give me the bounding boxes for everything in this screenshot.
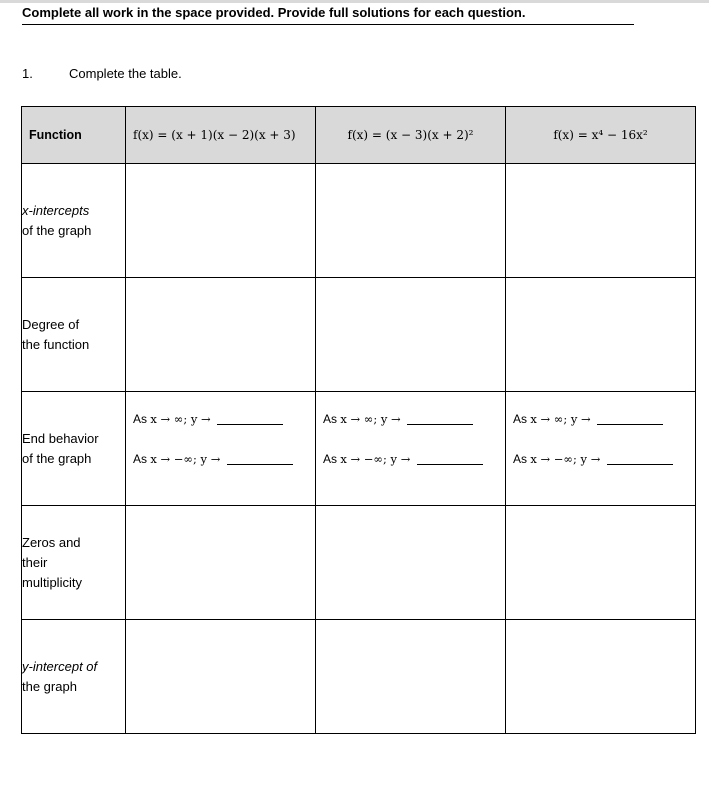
as-text: As xyxy=(513,452,528,466)
top-rule xyxy=(0,0,709,3)
limit-expression: x → ∞; y → xyxy=(530,412,591,426)
end-behavior-positive xyxy=(133,412,283,426)
function-3-header: f(x) = x⁴ − 16x² xyxy=(506,107,696,164)
row-label-y-intercept xyxy=(22,620,126,734)
end-behavior-cell xyxy=(316,392,506,506)
answer-cell[interactable] xyxy=(506,506,696,620)
row-label-line: y-intercept of xyxy=(22,658,98,674)
answer-cell[interactable] xyxy=(506,620,696,734)
end-behavior-positive xyxy=(513,412,663,426)
question-text: Complete the table. xyxy=(69,66,182,81)
answer-cell[interactable] xyxy=(126,164,316,278)
end-behavior-cell xyxy=(126,392,316,506)
limit-expression: x → ∞; y → xyxy=(150,412,211,426)
answer-blank[interactable] xyxy=(607,464,673,465)
answer-blank[interactable] xyxy=(407,424,473,425)
polynomial-table xyxy=(21,106,696,734)
end-behavior-cell xyxy=(506,392,696,506)
answer-blank[interactable] xyxy=(217,424,283,425)
answer-cell[interactable] xyxy=(316,278,506,392)
question-number: 1. xyxy=(22,66,33,81)
row-label-line: Degree of xyxy=(22,316,80,332)
limit-expression: x → −∞; y → xyxy=(530,452,601,466)
row-label-zeros xyxy=(22,506,126,620)
row-label-degree xyxy=(22,278,126,392)
end-behavior-negative xyxy=(323,452,483,466)
end-behavior-negative xyxy=(513,452,673,466)
as-text: As xyxy=(323,412,338,426)
row-label-x-intercepts xyxy=(22,164,126,278)
row-label-line: End behavior xyxy=(22,430,99,446)
row-label-line: of the graph xyxy=(22,450,92,466)
as-text: As xyxy=(513,412,528,426)
function-1-header: f(x) = (x + 1)(x − 2)(x + 3) xyxy=(126,107,316,164)
end-behavior-negative xyxy=(133,452,293,466)
as-text: As xyxy=(133,412,148,426)
row-label-line: their xyxy=(22,554,48,570)
table-row xyxy=(22,164,696,278)
table-row xyxy=(22,506,696,620)
answer-cell[interactable] xyxy=(506,278,696,392)
limit-expression: x → ∞; y → xyxy=(340,412,401,426)
instruction-heading: Complete all work in the space provided. Provide full solutions for each question. xyxy=(22,5,634,25)
table-row xyxy=(22,620,696,734)
answer-cell[interactable] xyxy=(126,620,316,734)
row-label-line: the function xyxy=(22,336,90,352)
row-label-line: the graph xyxy=(22,678,77,694)
end-behavior-positive xyxy=(323,412,473,426)
limit-expression: x → −∞; y → xyxy=(340,452,411,466)
answer-cell[interactable] xyxy=(316,506,506,620)
row-label-end-behavior xyxy=(22,392,126,506)
limit-expression: x → −∞; y → xyxy=(150,452,221,466)
header-row xyxy=(22,107,696,164)
answer-blank[interactable] xyxy=(227,464,293,465)
answer-cell[interactable] xyxy=(126,506,316,620)
as-text: As xyxy=(323,452,338,466)
table-row xyxy=(22,278,696,392)
answer-cell[interactable] xyxy=(506,164,696,278)
answer-cell[interactable] xyxy=(316,620,506,734)
row-label-line: Zeros and xyxy=(22,534,81,550)
row-label-line: multiplicity xyxy=(22,574,82,590)
answer-cell[interactable] xyxy=(316,164,506,278)
answer-blank[interactable] xyxy=(597,424,663,425)
row-label-line: of the graph xyxy=(22,222,92,238)
answer-cell[interactable] xyxy=(126,278,316,392)
function-2-header: f(x) = (x − 3)(x + 2)² xyxy=(316,107,506,164)
as-text: As xyxy=(133,452,148,466)
answer-blank[interactable] xyxy=(417,464,483,465)
row-label-line: x-intercepts xyxy=(22,202,90,218)
function-header-label: Function xyxy=(22,107,126,164)
table-row xyxy=(22,392,696,506)
